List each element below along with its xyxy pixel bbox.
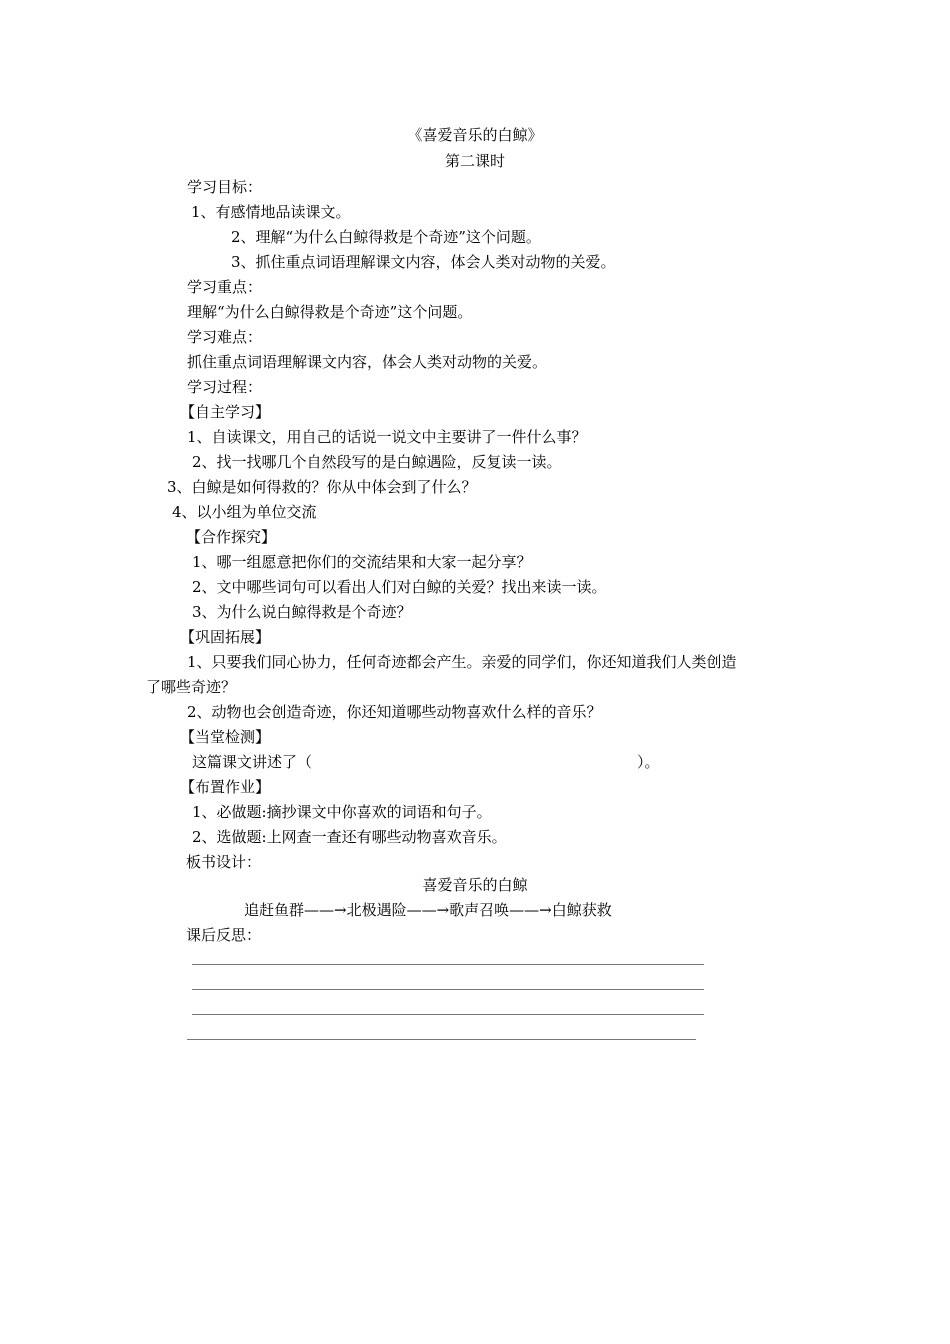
reflection-line — [192, 989, 704, 990]
reflection-line — [187, 1039, 696, 1040]
cooperation-item: 3、为什么说白鲸得救是个奇迹？ — [192, 603, 412, 621]
reflection-heading: 课后反思： — [186, 926, 262, 944]
cooperation-heading: 【合作探究】 — [186, 528, 277, 546]
extension-heading: 【巩固拓展】 — [180, 628, 271, 646]
extension-item: 1、只要我们同心协力，任何奇迹都会产生。亲爱的同学们，你还知道我们人类创造 — [187, 653, 737, 671]
goal-item: 3、抓住重点词语理解课文内容，体会人类对动物的关爱。 — [231, 253, 616, 271]
cooperation-item: 2、文中哪些词句可以看出人们对白鲸的关爱？找出来读一读。 — [192, 578, 607, 596]
goal-item: 2、理解“为什么白鲸得救是个奇迹”这个问题。 — [231, 228, 541, 246]
check-heading: 【当堂检测】 — [180, 728, 271, 746]
key-point-text: 理解“为什么白鲸得救是个奇迹”这个问题。 — [187, 303, 473, 321]
difficulty-text: 抓住重点词语理解课文内容，体会人类对动物的关爱。 — [187, 353, 548, 371]
board-title: 喜爱音乐的白鲸 — [422, 876, 528, 894]
key-point-heading: 学习重点： — [187, 278, 263, 296]
reflection-line — [192, 964, 704, 965]
self-study-item: 3、白鲸是如何得救的？你从中体会到了什么？ — [167, 478, 477, 496]
self-study-heading: 【自主学习】 — [180, 403, 271, 421]
goal-item: 1、有感情地品读课文。 — [191, 203, 351, 221]
cooperation-item: 1、哪一组愿意把你们的交流结果和大家一起分享？ — [192, 553, 532, 571]
self-study-item: 2、找一找哪几个自然段写的是白鲸遇险，反复读一读。 — [192, 453, 562, 471]
goals-heading: 学习目标： — [187, 178, 263, 196]
self-study-item: 4、以小组为单位交流 — [172, 503, 317, 521]
process-heading: 学习过程： — [187, 378, 263, 396]
doc-subtitle: 第二课时 — [444, 152, 505, 170]
board-flow: 追赶鱼群——→北极遇险——→歌声召唤——→白鲸获救 — [244, 901, 612, 919]
homework-heading: 【布置作业】 — [180, 778, 271, 796]
reflection-line — [192, 1014, 704, 1015]
doc-title: 《喜爱音乐的白鲸》 — [407, 126, 543, 144]
check-question-prefix: 这篇课文讲述了（ — [192, 753, 313, 771]
difficulty-heading: 学习难点： — [187, 328, 263, 346]
extension-item-continuation: 了哪些奇迹？ — [146, 678, 237, 696]
self-study-item: 1、自读课文，用自己的话说一说文中主要讲了一件什么事？ — [187, 428, 587, 446]
homework-item: 2、选做题:上网查一查还有哪些动物喜欢音乐。 — [192, 828, 507, 846]
homework-item: 1、必做题:摘抄课文中你喜欢的词语和句子。 — [192, 803, 492, 821]
board-heading: 板书设计： — [186, 853, 262, 871]
extension-item: 2、动物也会创造奇迹，你还知道哪些动物喜欢什么样的音乐？ — [187, 703, 602, 721]
check-question-suffix: ）。 — [637, 753, 660, 771]
